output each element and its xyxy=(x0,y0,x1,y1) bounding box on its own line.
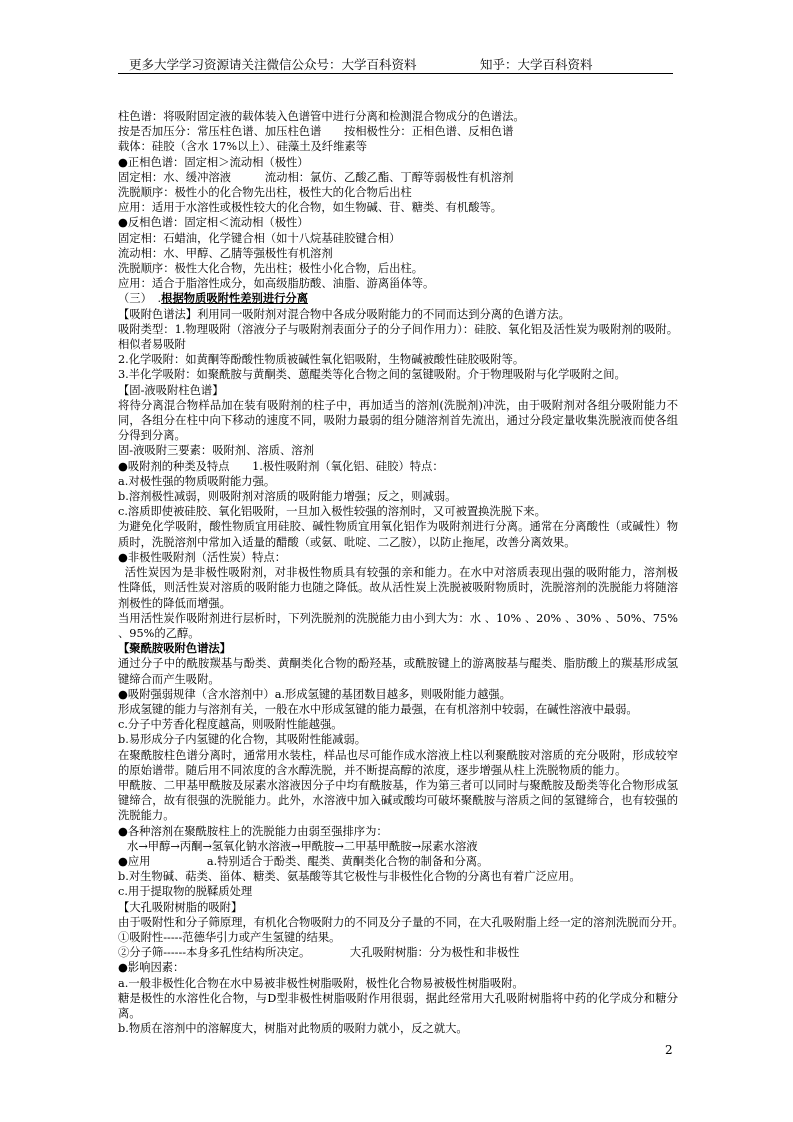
paragraph: 固-液吸附三要素：吸附剂、溶质、溶剂 xyxy=(118,444,314,458)
text-line: ●反相色谱：固定相＜流动相（极性） xyxy=(118,216,309,230)
paragraph: b.对生物碱、萜类、甾体、糖类、氨基酸等其它极性与非极性化合物的分离也有着广泛应用。 xyxy=(118,870,581,884)
paragraph: 当用活性炭作吸附剂进行层析时，下列洗脱剂的洗脱能力由小到大为：水 、10% 、20% 、30% 、50%、75% 、95%的乙醇。 xyxy=(118,611,678,640)
paragraph: 吸附类型：1.物理吸附（溶液分子与吸附剂表面分子的分子间作用力）：硅胶、氧化铝及活性炭为吸附剂的吸附。相似者易吸附 xyxy=(118,322,678,352)
paragraph: 在聚酰胺柱色谱分离时，通常用水装柱，样品也尽可能作成水溶液上柱以利聚酰胺对溶质的充分吸附，形成较窄的原始谱带。随后用不同浓度的含水醇洗脱，并不断提高醇的浓度，逐步增强从柱上洗脱物质的能力。 xyxy=(118,748,678,777)
section-number: （三） . xyxy=(118,292,162,306)
paragraph: ●非极性吸附剂（活性炭）特点： xyxy=(118,550,287,564)
paragraph: ●各种溶剂在聚酰胺柱上的洗脱能力由弱至强排序为： xyxy=(118,824,388,838)
section-heading xyxy=(118,291,678,306)
paragraph: b.物质在溶剂中的溶解度大，树脂对此物质的吸附力就小，反之就大。 xyxy=(118,1022,468,1036)
text-line: ●正相色谱：固定相＞流动相（极性） xyxy=(118,155,309,169)
paragraph: 活性炭因为是非极性吸附剂，对非极性物质具有较强的亲和能力。在水中对溶质表现出强的吸附能力，溶剂极性降低，则活性炭对溶质的吸附能力也随之降低。故从活性炭上洗脱被吸附物质时，洗脱溶剂的洗脱能力将随溶剂极性的降低而增强。 xyxy=(118,566,678,610)
paragraph: ●吸附剂的种类及特点 1.极性吸附剂（氧化铝、硅胶）特点： xyxy=(118,459,444,473)
paragraph: 糖是极性的水溶性化合物，与D型非极性树脂吸附作用很弱，据此经常用大孔吸附树脂将中药的化学成分和糖分离。 xyxy=(118,991,678,1020)
subsection-title: 【大孔吸附树脂的吸附】 xyxy=(118,900,243,914)
paragraph: 甲酰胺、二甲基甲酰胺及尿素水溶液因分子中均有酰胺基，作为第三者可以同时与聚酰胺及酚类等化合物形成氢键缔合，故有很强的洗脱能力。此外，水溶液中加入碱或酸均可破坏聚酰胺与溶质之间的氢键缔合，也有较强的洗脱能力。 xyxy=(118,778,678,823)
paragraph: ●应用 a.特别适合于酚类、醌类、黄酮类化合物的制备和分离。 xyxy=(118,854,489,868)
text-line: 固定相：石蜡油，化学键合相（如十八烷基硅胶键合相） xyxy=(118,231,401,245)
text-line: 洗脱顺序：极性小的化合物先出柱，极性大的化合物后出柱 xyxy=(118,186,412,200)
header-left-text: 更多大学学习资源请关注微信公众号：大学百科资料 xyxy=(129,57,417,72)
paragraph: 为避免化学吸附，酸性物质宜用硅胶、碱性物质宜用氧化铝作为吸附剂进行分离。通常在分离酸性（或碱性）物质时，洗脱溶剂中常加入适量的醋酸（或氨、吡啶、二乙胺），以防止拖尾，改善分离效果。 xyxy=(118,520,678,549)
paragraph: 水→甲醇→丙酮→氢氧化钠水溶液→甲酰胺→二甲基甲酰胺→尿素水溶液 xyxy=(127,839,478,853)
paragraph: a.对极性强的物质吸附能力强。 xyxy=(118,474,276,488)
paragraph: c.溶质即使被硅胶、氧化铝吸附，一旦加入极性较强的溶剂时，又可被置换洗脱下来。 xyxy=(118,505,546,519)
text-line: 按是否加压分：常压柱色谱、加压柱色谱 按相极性分：正相色谱、反相色谱 xyxy=(118,125,514,139)
paragraph: 【吸附色谱法】利用同一吸附剂对混合物中各成分吸附能力的不同而达到分离的色谱方法。 xyxy=(118,307,570,321)
paragraph: ●影响因素： xyxy=(118,961,185,975)
paragraph: 3.半化学吸附：如聚酰胺与黄酮类、蒽醌类等化合物之间的氢键吸附。介于物理吸附与化学吸附之间。 xyxy=(118,368,626,382)
text-line: 应用：适用于水溶性或极性较大的化合物，如生物碱、苷、糖类、有机酸等。 xyxy=(118,201,503,215)
paragraph: 2.化学吸附：如黄酮等酚酸性物质被碱性氧化铝吸附，生物碱被酸性硅胶吸附等。 xyxy=(118,353,525,367)
paragraph: 将待分离混合物样品加在装有吸附剂的柱子中，再加适当的溶剂(洗脱剂)冲洗，由于吸附剂对各组分吸附能力不同，各组分在柱中向下移动的速度不同，吸附力最弱的组分随溶剂首先流出，通过分段定量收集洗脱液而使各组分得到分离。 xyxy=(118,398,678,443)
subsection-title: 【固-液吸附柱色谱】 xyxy=(118,383,224,397)
text-line: 洗脱顺序：极性大化合物，先出柱；极性小化合物，后出柱。 xyxy=(118,262,424,276)
paragraph: c.分子中芳香化程度越高，则吸附性能越强。 xyxy=(118,718,343,732)
section-title: 根据物质吸附性差别进行分离 xyxy=(161,291,309,306)
text-line: 流动相：水、甲醇、乙腈等强极性有机溶剂 xyxy=(118,246,333,260)
header-right-text: 知乎：大学百科资料 xyxy=(480,57,593,72)
page-number: 2 xyxy=(665,1043,673,1057)
text-line: 载体：硅胶（含水 17%以上）、硅藻土及纤维素等 xyxy=(118,140,367,154)
text-line: 固定相：水、缓冲溶液 流动相：氯仿、乙酸乙酯、丁醇等弱极性有机溶剂 xyxy=(118,170,514,184)
paragraph: a.一般非极性化合物在水中易被非极性树脂吸附，极性化合物易被极性树脂吸附。 xyxy=(118,976,524,990)
paragraph: 形成氢键的能力与溶剂有关，一般在水中形成氢键的能力最强，在有机溶剂中较弱，在碱性溶液中最弱。 xyxy=(118,702,638,716)
paragraph: ●吸附强弱规律（含水溶剂中）a.形成氢键的基团数目越多，则吸附能力越强。 xyxy=(118,687,511,701)
paragraph: 由于吸附性和分子筛原理，有机化合物吸附力的不同及分子量的不同，在大孔吸附脂上经一定的溶剂洗脱而分开。 ①吸附性-----范德华引力或产生氢键的结果。 xyxy=(118,915,690,944)
text-line: 柱色谱：将吸附固定液的载体装入色谱管中进行分离和检测混合物成分的色谱法。 xyxy=(118,110,525,123)
paragraph: b.溶剂极性减弱，则吸附剂对溶质的吸附能力增强；反之，则减弱。 xyxy=(118,490,457,504)
paragraph: b.易形成分子内氢键的化合物，其吸附性能减弱。 xyxy=(118,733,367,747)
paragraph: ②分子筛------本身多孔性结构所决定。 大孔吸附树脂：分为极性和非极性 xyxy=(118,946,520,960)
page-header xyxy=(118,51,673,74)
paragraph: 通过分子中的酰胺羰基与酚类、黄酮类化合物的酚羟基，或酰胺键上的游离胺基与醌类、脂肪酸上的羰基形成氢键缔合而产生吸附。 xyxy=(118,657,678,686)
text-line: 应用：适合于脂溶性成分，如高级脂肪酸、油脂、游离甾体等。 xyxy=(118,277,435,291)
paragraph: c.用于提取物的脱鞣质处理 xyxy=(118,885,253,899)
page-body xyxy=(118,109,690,1036)
subsection-title: 【聚酰胺吸附色谱法】 xyxy=(118,641,231,656)
